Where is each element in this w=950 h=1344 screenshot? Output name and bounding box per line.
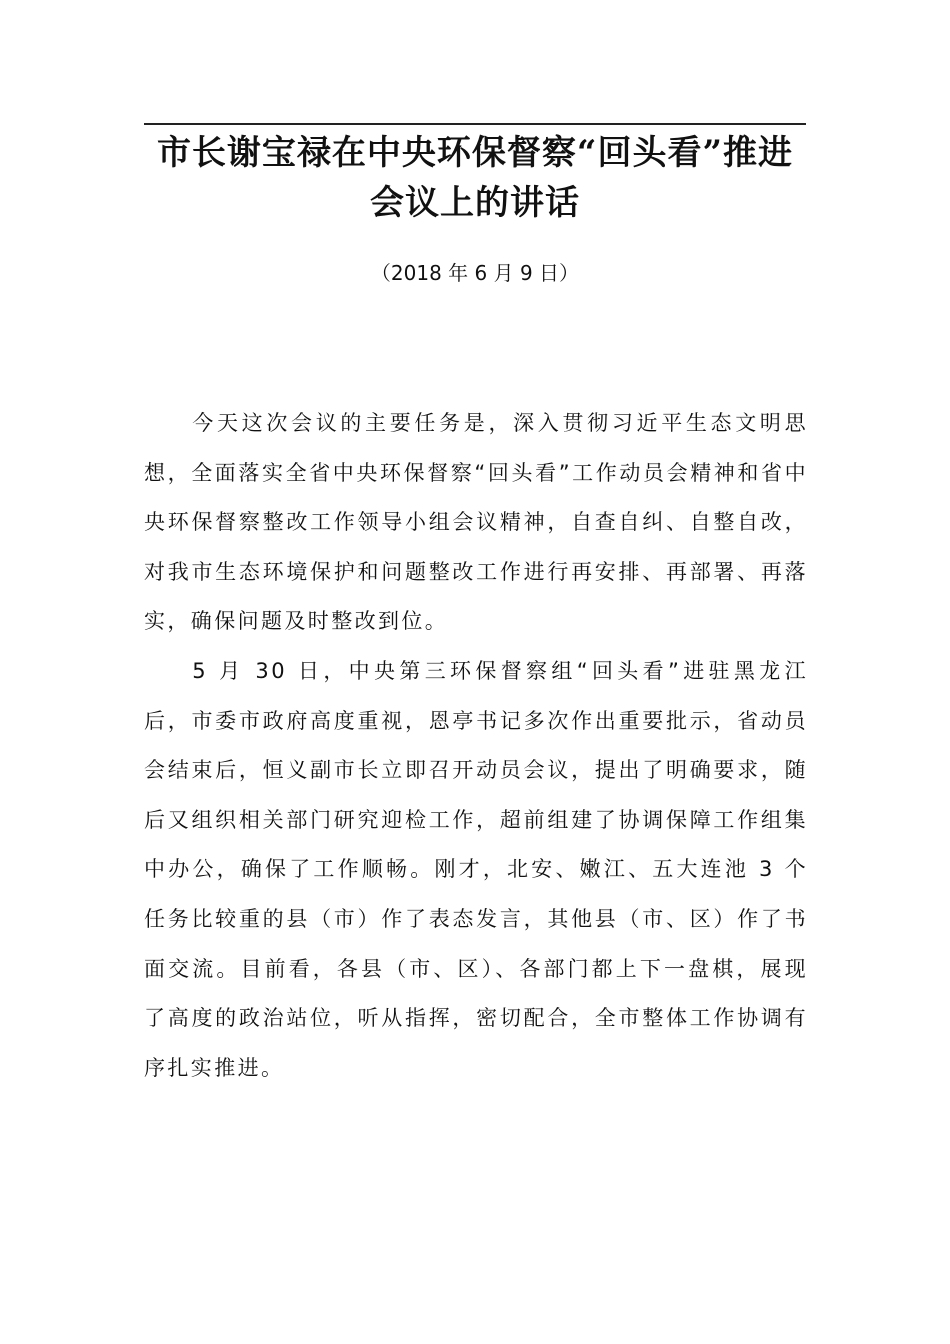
header-rule [144, 123, 806, 125]
paragraph-1: 今天这次会议的主要任务是，深入贯彻习近平生态文明思想，全面落实全省中央环保督察“回头看”工作动员会精神和省中央环保督察整改工作领导小组会议精神，自查自纠、自整自改，对我市生态环境保护和问题整改工作进行再安排、再部署、再落实，确保问题及时整改到位。 [144, 411, 808, 634]
paragraph-2: 5 月 30 日，中央第三环保督察组“回头看”进驻黑龙江后，市委市政府高度重视，恩亭书记多次作出重要批示，省动员会结束后，恒义副市长立即召开动员会议，提出了明确要求，随后又组织相关部门研究迎检工作，超前组建了协调保障工作组集中办公，确保了工作顺畅。刚才，北安、嫩江、五大连池 3 个任务比较重的县（市）作了表态发言，其他县（市、区）作了书面交流。目前看，各县（市、区）、各部门都上下一盘棋，展现了高度的政治站位，听从指挥，密切配合，全市整体工作协调有序扎实推进。 [144, 658, 808, 1080]
document-title: 市长谢宝禄在中央环保督察“回头看”推进会议上的讲话 [156, 133, 794, 223]
document-date: （2018 年 6 月 9 日） [370, 261, 580, 285]
document-body [144, 399, 808, 1093]
